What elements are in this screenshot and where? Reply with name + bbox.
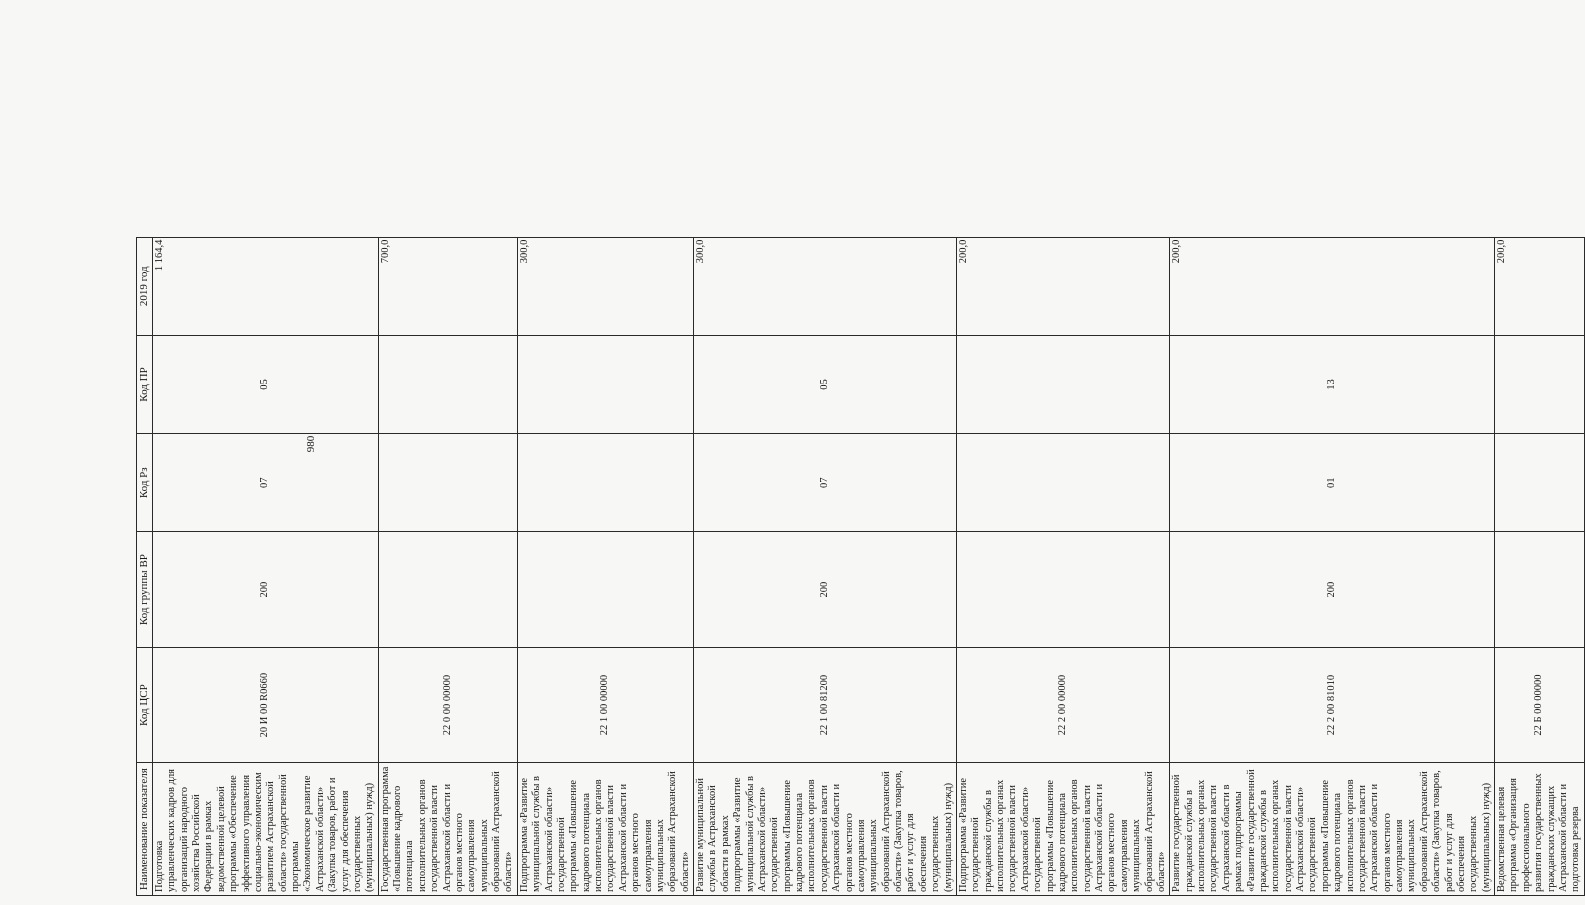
- row-rz: [1495, 434, 1585, 532]
- table-row: [1170, 41, 1495, 896]
- row-name: Государственная программа «Повышение кадрового потенциала исполнительных органов государственной власти Астраханской области и органов местного самоуправления муниципальных образований Астраханской области»: [378, 763, 517, 896]
- row-rz: 07: [152, 434, 378, 532]
- row-pr: 13: [1170, 335, 1495, 433]
- row-name: Подпрограмма «Развитие государственной гражданской службы в исполнительных органах государственной власти Астраханской области» государственной программы «Повышение кадрового потенциала исполнительных органов государственной власти Астраханской области и органов местного самоуправления муниципальных образований Астраханской области»: [956, 763, 1169, 896]
- table-row: [517, 41, 693, 896]
- row-name: Подготовка управленческих кадров для организаций народного хозяйства Российской Федерации в рамках ведомственной целевой программы «Обеспечение эффективного управления социально-экономическим развитием Астраханской области» государственной программы «Экономическое развитие Астраханской области» (Закупка товаров, работ и услуг для обеспечения государственных (муниципальных) нужд): [152, 763, 378, 896]
- table-header-row: [137, 41, 153, 896]
- page-number: 980: [305, 435, 317, 453]
- row-vr: [1495, 532, 1585, 647]
- row-pr: [956, 335, 1169, 433]
- row-amount: 300,0: [694, 237, 957, 335]
- table-row: [1495, 41, 1585, 896]
- row-rz: [956, 434, 1169, 532]
- row-vr: 200: [1170, 532, 1495, 647]
- row-rz: 01: [1170, 434, 1495, 532]
- row-vr: [517, 532, 693, 647]
- row-rz: [517, 434, 693, 532]
- table-row: [956, 41, 1169, 896]
- row-rz: 07: [694, 434, 957, 532]
- table-row: [694, 41, 957, 896]
- rotated-page: [136, 40, 1582, 896]
- header-name: Наименование показателя: [137, 763, 153, 896]
- row-name: Развитие муниципальной службы в Астраханской области в рамках подпрограммы «Развитие муниципальной службы в Астраханской области» государственной программы «Повышение кадрового потенциала исполнительных органов государственной власти Астраханской области и органов местного самоуправления муниципальных образований Астраханской области» (Закупка товаров, работ и услуг для обеспечения государственных (муниципальных) нужд): [694, 763, 957, 896]
- row-amount: 200,0: [1495, 237, 1585, 335]
- row-csr: 22 2 00 00000: [956, 647, 1169, 762]
- row-name: Ведомственная целевая программа «Организация профессионального развития государственных гражданских служащих Астраханской области и подготовка резерва: [1495, 763, 1585, 896]
- row-pr: 05: [694, 335, 957, 433]
- row-rz: [378, 434, 517, 532]
- row-pr: [517, 335, 693, 433]
- header-pr: Код ПР: [137, 335, 153, 433]
- table-row: [378, 41, 517, 896]
- header-csr: Код ЦСР: [137, 647, 153, 762]
- row-pr: 05: [152, 335, 378, 433]
- row-csr: 22 Б 00 00000: [1495, 647, 1585, 762]
- row-amount: 200,0: [956, 237, 1169, 335]
- table-row: [152, 41, 378, 896]
- row-csr: 22 0 00 00000: [378, 647, 517, 762]
- budget-table: [136, 40, 1585, 896]
- row-name: Развитие государственной гражданской службы в исполнительных органах государственной власти Астраханской области в рамках подпрограммы «Развитие государственной гражданской службы в исполнительных органах государственной власти Астраханской области» государственной программы «Повышение кадрового потенциала исполнительных органов государственной власти Астраханской области и органов местного самоуправления муниципальных образований Астраханской области» (Закупка товаров, работ и услуг для обеспечения государственных (муниципальных) нужд): [1170, 763, 1495, 896]
- row-vr: [378, 532, 517, 647]
- row-vr: [956, 532, 1169, 647]
- row-amount: 300,0: [517, 237, 693, 335]
- header-year: 2019 год: [137, 237, 153, 335]
- row-vr: 200: [694, 532, 957, 647]
- row-name: Подпрограмма «Развитие муниципальной службы в Астраханской области» государственной программы «Повышение кадрового потенциала исполнительных органов государственной власти Астраханской области и органов местного самоуправления муниципальных образований Астраханской области»: [517, 763, 693, 896]
- row-amount: 200,0: [1170, 237, 1495, 335]
- header-vr: Код группы ВР: [137, 532, 153, 647]
- row-csr: 22 1 00 81200: [694, 647, 957, 762]
- row-csr: 20 И 00 R0660: [152, 647, 378, 762]
- row-vr: 200: [152, 532, 378, 647]
- row-csr: 22 1 00 00000: [517, 647, 693, 762]
- row-pr: [378, 335, 517, 433]
- row-amount: 1 164,4: [152, 237, 378, 335]
- row-csr: 22 2 00 81010: [1170, 647, 1495, 762]
- row-pr: [1495, 335, 1585, 433]
- header-rz: Код Рз: [137, 434, 153, 532]
- row-amount: 700,0: [378, 237, 517, 335]
